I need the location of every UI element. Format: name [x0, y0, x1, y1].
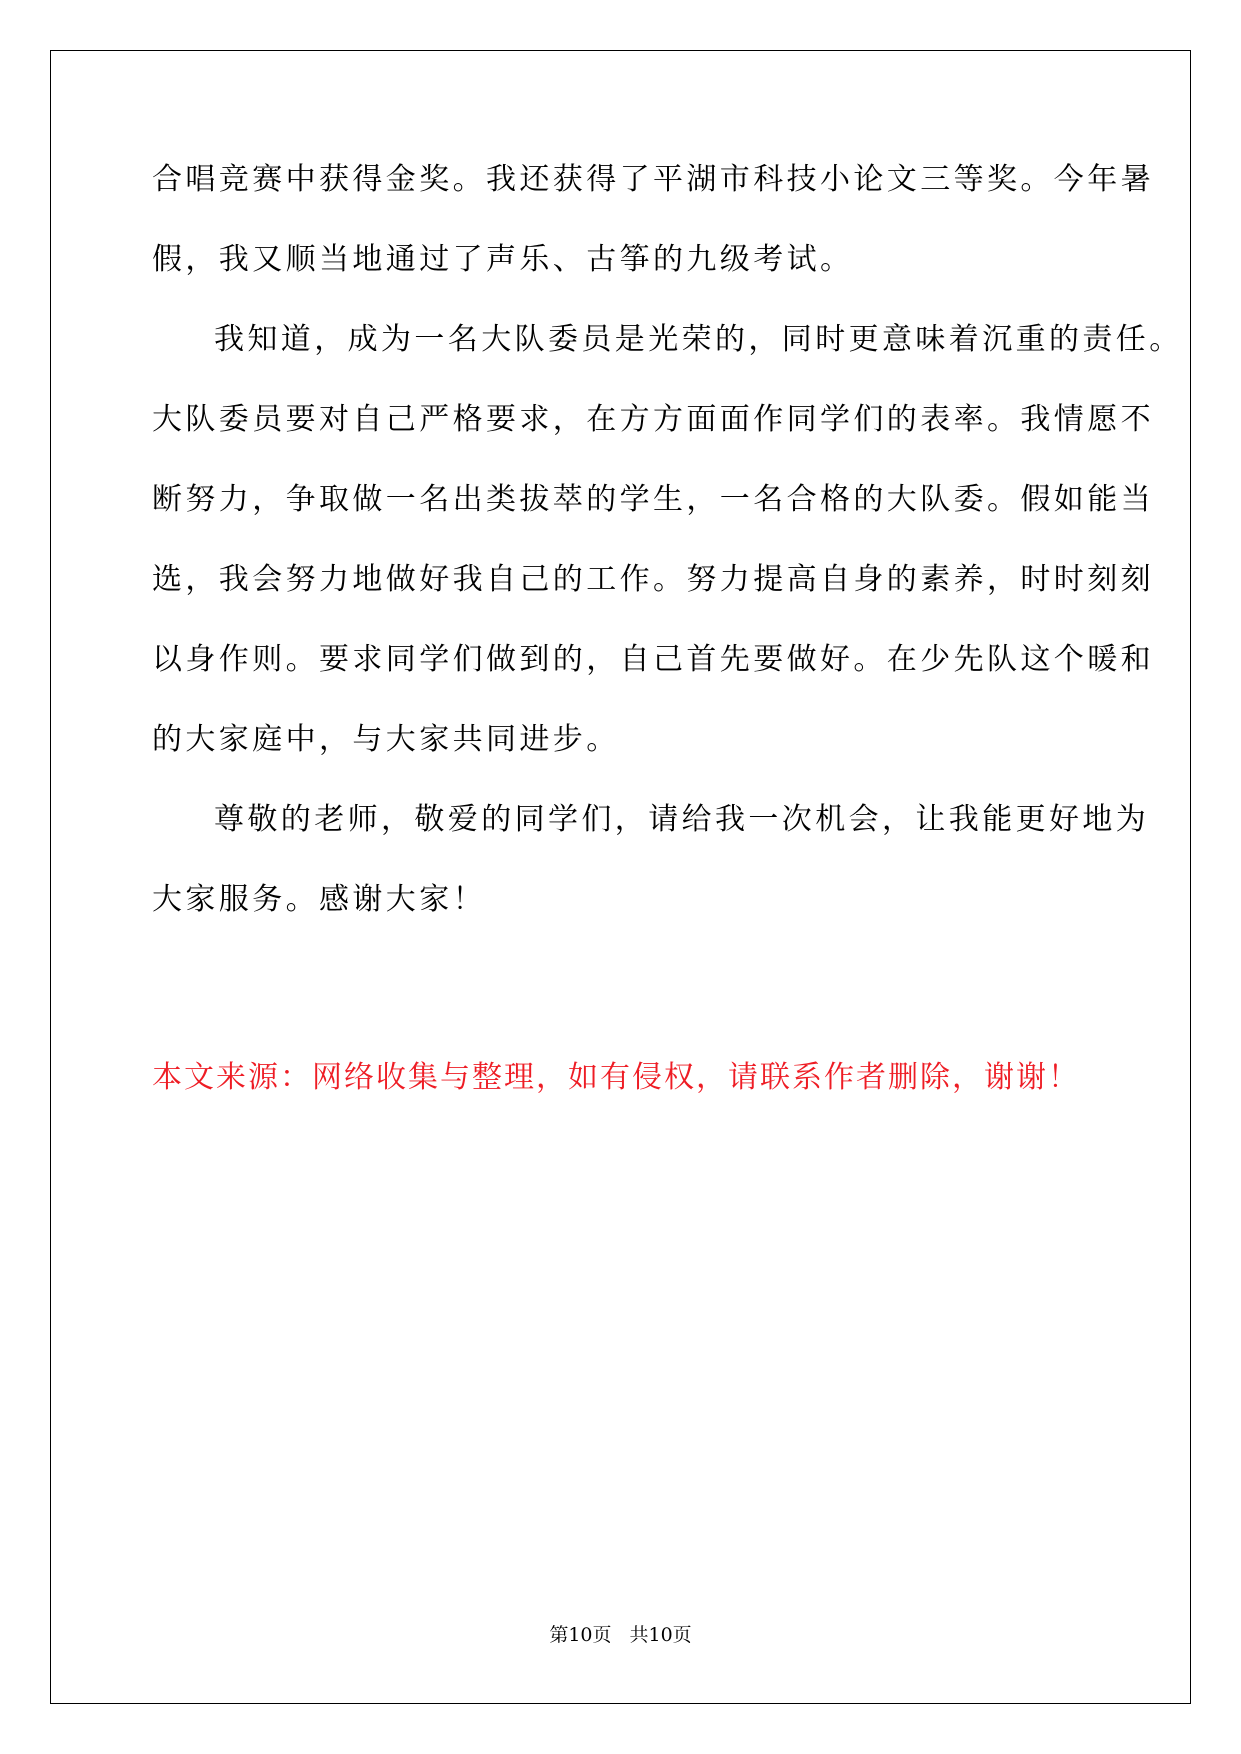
body-line: 假，我又顺当地通过了声乐、古筝的九级考试。 [152, 242, 854, 277]
body-line: 以身作则。要求同学们做到的，自己首先要做好。在少先队这个暖和 [152, 642, 1154, 677]
body-line: 选，我会努力地做好我自己的工作。努力提高自身的素养，时时刻刻 [152, 562, 1154, 597]
page-footer [0, 1620, 1241, 1647]
paragraph-start-line: 我知道，成为一名大队委员是光荣的，同时更意味着沉重的责任。 [214, 322, 1183, 357]
body-line: 大家服务。感谢大家！ [152, 882, 486, 917]
body-line: 大队委员要对自己严格要求，在方方面面作同学们的表率。我情愿不 [152, 402, 1154, 437]
body-line: 的大家庭中，与大家共同进步。 [152, 722, 620, 757]
current-page-number: 第10页 [549, 1624, 612, 1646]
body-line: 断努力，争取做一名出类拔萃的学生，一名合格的大队委。假如能当 [152, 482, 1154, 517]
paragraph-start-line: 尊敬的老师，敬爱的同学们，请给我一次机会，让我能更好地为 [214, 802, 1150, 837]
document-body [152, 160, 1183, 960]
body-line: 合唱竞赛中获得金奖。我还获得了平湖市科技小论文三等奖。今年暑 [152, 162, 1154, 197]
source-disclaimer: 本文来源：网络收集与整理，如有侵权，请联系作者删除，谢谢！ [152, 1060, 1080, 1095]
total-page-count: 共10页 [629, 1624, 692, 1646]
